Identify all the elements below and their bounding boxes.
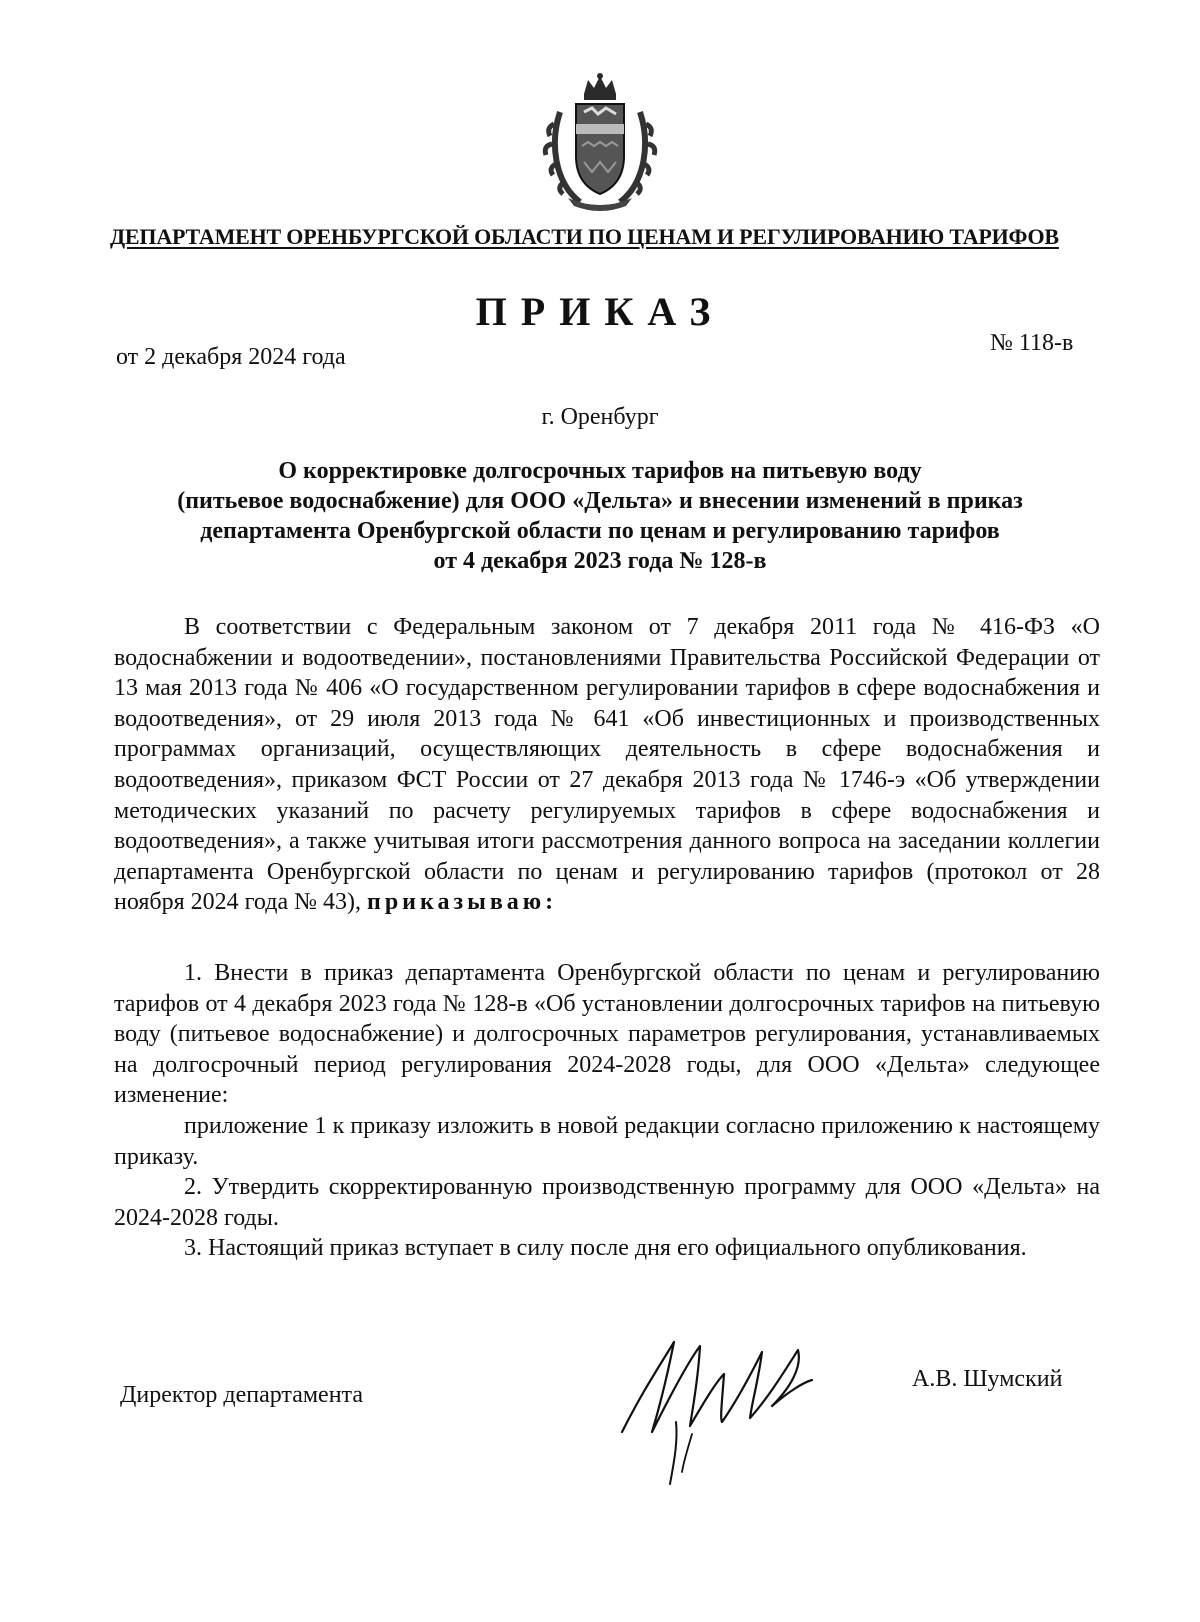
document-title: ПРИКАЗ	[475, 289, 725, 334]
order-item-2: 2. Утвердить скорректированную производственную программу для ООО «Дельта» на 2024-2028 годы.	[114, 1174, 1100, 1231]
subject-line: (питьевое водоснабжение) для ООО «Дельта» и внесении изменений в приказ	[177, 488, 1023, 514]
order-item-1: 1. Внести в приказ департамента Оренбургской области по ценам и регулированию тарифов от 4 декабря 2023 года № 128-в «Об установлении долгосрочных тарифов на питьевую воду (питьевое водоснабжение) и долгосрочных параметров регулирования, устанавливаемых на долгосрочный период регулирования 2024-2028 годы, для ООО «Дельта» следующее изменение:	[114, 959, 1100, 1109]
document-subject	[100, 456, 1100, 576]
handwritten-signature-icon	[612, 1322, 822, 1492]
document-date: от 2 декабря 2024 года	[116, 344, 346, 370]
order-item-1-detail: приложение 1 к приказу изложить в новой редакции согласно приложению к настоящему приказу.	[114, 1112, 1100, 1170]
signer-position: Директор департамента	[120, 1382, 363, 1408]
document-number: № 118-в	[990, 330, 1074, 356]
order-word: приказываю:	[366, 889, 558, 916]
document-city: г. Оренбург	[541, 404, 659, 430]
subject-line: департамента Оренбургской области по ценам и регулированию тарифов	[200, 518, 1000, 544]
preamble-text: В соответствии с Федеральным законом от 7 декабря 2011 года № 416-ФЗ «О водоснабжении и водоотведении», постановлениями Правительства Российской Федерации от 13 мая 2013 года № 406 «О государственном регулировании тарифов в сфере водоснабжения и водоотведения», от 29 июля 2013 года № 641 «Об инвестиционных и производственных программах организаций, осуществляющих деятельность в сфере водоснабжения и водоотведения», приказом ФСТ России от 27 декабря 2013 года № 1746-э «Об утверждении методических указаний по расчету регулируемых тарифов в сфере водоснабжения и водоотведения», а также учитывая итоги рассмотрения данного вопроса на заседании коллегии департамента Оренбургской области по ценам и регулированию тарифов (протокол от 28 ноября 2024 года № 43),	[114, 614, 1100, 916]
preamble-paragraph	[114, 612, 1100, 918]
department-name: ДЕПАРТАМЕНТ ОРЕНБУРГСКОЙ ОБЛАСТИ ПО ЦЕНАМ И РЕГУЛИРОВАНИЮ ТАРИФОВ	[110, 224, 1059, 249]
document-body	[114, 612, 1100, 1264]
signer-name: А.В. Шумский	[912, 1366, 1063, 1392]
coat-of-arms-icon	[540, 72, 660, 212]
subject-line: О корректировке долгосрочных тарифов на питьевую воду	[278, 458, 922, 484]
subject-line: от 4 декабря 2023 года № 128-в	[433, 548, 767, 574]
order-item-3: 3. Настоящий приказ вступает в силу после дня его официального опубликования.	[184, 1235, 1027, 1262]
